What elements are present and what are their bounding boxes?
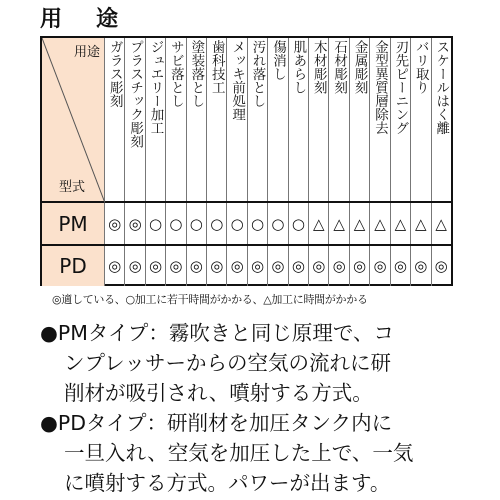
column-header-label: 石材彫刻 bbox=[331, 40, 348, 94]
bullet-line: ●PMタイプ：霧吹きと同じ原理で、コ bbox=[40, 321, 395, 345]
header-type-label: 型式 bbox=[59, 180, 86, 195]
rating-cell: ◎ bbox=[187, 246, 207, 286]
column-header bbox=[432, 38, 451, 201]
rating-cell: △ bbox=[329, 203, 349, 244]
column-header-label: スケールはく離 bbox=[433, 40, 450, 135]
table-row-pd bbox=[42, 246, 451, 286]
column-header bbox=[370, 38, 390, 201]
bullet-line: 削材が吸引され、噴射する方式。 bbox=[64, 381, 373, 405]
column-header bbox=[105, 38, 125, 201]
rating-cell: ◎ bbox=[166, 246, 186, 286]
rating-cell: ◎ bbox=[268, 246, 288, 286]
rating-cell: ○ bbox=[207, 203, 227, 244]
row-cells bbox=[105, 203, 451, 244]
rating-cell: ○ bbox=[268, 203, 288, 244]
rating-cell: ◎ bbox=[309, 246, 329, 286]
column-header-label: 金属彫刻 bbox=[351, 40, 368, 94]
row-label: PD bbox=[42, 246, 105, 286]
usage-table bbox=[40, 36, 453, 286]
column-header bbox=[146, 38, 166, 201]
column-header-label: プラスチック彫刻 bbox=[127, 40, 144, 148]
rating-cell: ◎ bbox=[411, 246, 431, 286]
rating-cell: ◎ bbox=[289, 246, 309, 286]
rating-cell: △ bbox=[435, 214, 447, 233]
rating-cell: ◎ bbox=[125, 203, 145, 244]
legend-text: ◎適している、○加工に若干時間がかかる、△加工に時間がかかる bbox=[52, 293, 368, 306]
row-cells bbox=[105, 246, 451, 286]
bullet-line: ンプレッサーからの空気の流れに研 bbox=[64, 351, 391, 375]
rating-cell: ◎ bbox=[434, 257, 448, 275]
column-header bbox=[309, 38, 329, 201]
rating-cell: ◎ bbox=[350, 246, 370, 286]
column-header bbox=[166, 38, 186, 201]
header-use-label: 用途 bbox=[73, 45, 100, 60]
rating-cell: △ bbox=[391, 203, 411, 244]
rating-cell: △ bbox=[350, 203, 370, 244]
bullet-line: に噴射する方式。パワーが出ます。 bbox=[64, 471, 391, 495]
column-header-label: バリ取り bbox=[412, 40, 429, 94]
column-header-label: 塗装落とし bbox=[188, 40, 205, 108]
rating-cell: ◎ bbox=[125, 246, 145, 286]
rating-cell: ○ bbox=[248, 203, 268, 244]
column-header-label: サビ落とし bbox=[167, 40, 184, 108]
bullet-line: ●PDタイプ：研削材を加圧タンク内に bbox=[40, 411, 393, 435]
bullet-pd-type bbox=[40, 408, 495, 498]
column-header bbox=[187, 38, 207, 201]
rating-cell: ◎ bbox=[227, 246, 247, 286]
rating-cell: △ bbox=[309, 203, 329, 244]
bullet-pm-type bbox=[40, 318, 495, 408]
table-row-pm bbox=[42, 203, 451, 246]
column-header bbox=[350, 38, 370, 201]
rating-cell: ○ bbox=[227, 203, 247, 244]
column-header-label: 肌あらし bbox=[290, 40, 307, 94]
column-header-label: 金型異質層除去 bbox=[371, 40, 388, 135]
rating-cell: ◎ bbox=[248, 246, 268, 286]
rating-cell: △ bbox=[411, 203, 431, 244]
section-title: 用 途 bbox=[40, 7, 125, 32]
rating-cell: ○ bbox=[146, 203, 166, 244]
column-header-label: 歯科技工 bbox=[208, 40, 225, 94]
row-label: PM bbox=[42, 203, 105, 244]
column-header-label: ジュエリー加工 bbox=[147, 40, 164, 135]
rating-cell: ◎ bbox=[207, 246, 227, 286]
column-header bbox=[207, 38, 227, 201]
column-header-label: 傷消し bbox=[269, 40, 286, 81]
column-header bbox=[289, 38, 309, 201]
rating-cell: ◎ bbox=[391, 246, 411, 286]
rating-cell: ◎ bbox=[105, 203, 125, 244]
column-header bbox=[125, 38, 145, 201]
rating-cell: ○ bbox=[289, 203, 309, 244]
rating-cell: ◎ bbox=[329, 246, 349, 286]
column-header-label: 木材彫刻 bbox=[310, 40, 327, 94]
column-header-label: 汚れ落とし bbox=[249, 40, 266, 108]
header-corner-cell bbox=[42, 38, 105, 203]
column-header-label: ガラス彫刻 bbox=[106, 40, 123, 108]
rating-cell: ○ bbox=[187, 203, 207, 244]
bullet-line: 一旦入れ、空気を加圧した上で、一気 bbox=[64, 441, 414, 465]
column-header bbox=[391, 38, 411, 201]
rating-cell: ◎ bbox=[105, 246, 125, 286]
rating-cell: ◎ bbox=[370, 246, 390, 286]
rating-cell: ○ bbox=[166, 203, 186, 244]
rating-cell: ◎ bbox=[146, 246, 166, 286]
column-header bbox=[411, 38, 431, 201]
rating-cell: △ bbox=[370, 203, 390, 244]
column-header-label: 刃先ピーニング bbox=[392, 40, 409, 135]
column-header bbox=[268, 38, 288, 201]
column-header bbox=[227, 38, 247, 201]
column-header bbox=[329, 38, 349, 201]
column-header-label: メッキ前処理 bbox=[229, 40, 246, 121]
column-headers bbox=[105, 38, 451, 203]
column-header bbox=[248, 38, 268, 201]
